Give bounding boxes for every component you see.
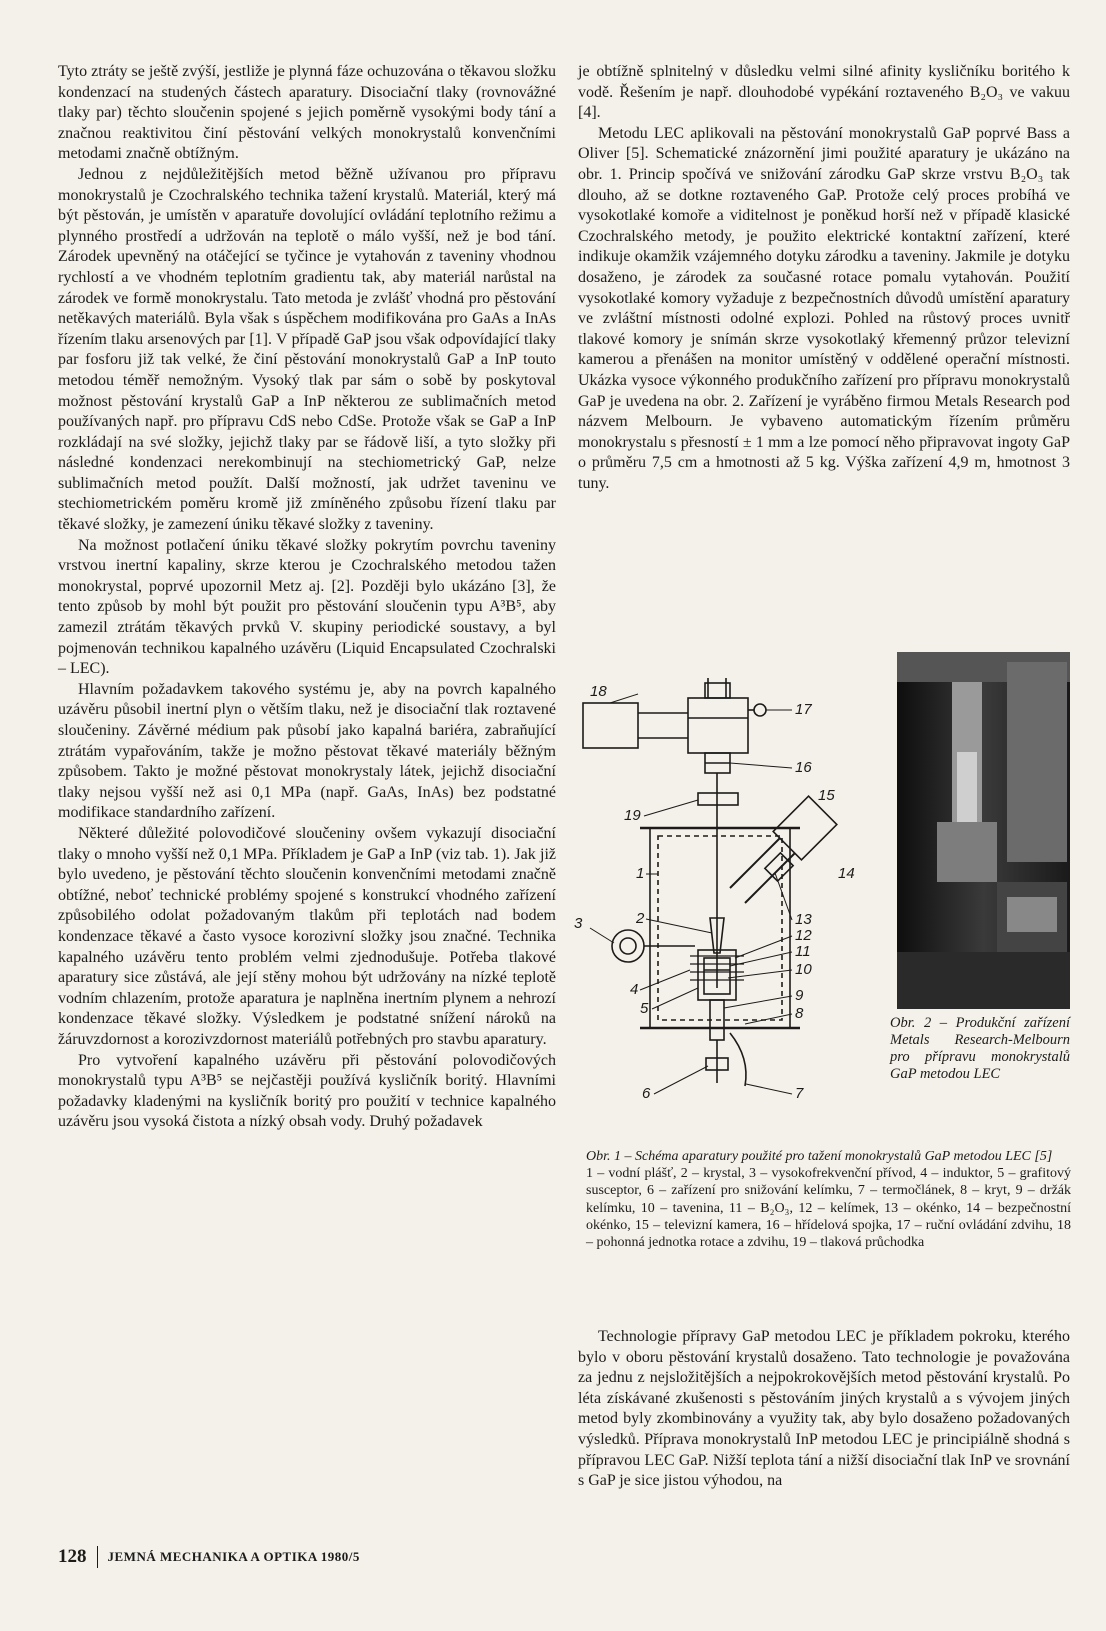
page-footer xyxy=(58,1546,360,1568)
figure-2-photo xyxy=(897,652,1070,1009)
figure-label: 18 xyxy=(590,683,607,700)
footer-divider xyxy=(97,1546,98,1568)
figure-label: 10 xyxy=(795,961,812,978)
figure-label: 5 xyxy=(640,1000,649,1017)
figure-label: 7 xyxy=(795,1085,804,1102)
paragraph: Jednou z nejdůležitějších metod běžně užívanou pro přípravu monokrystalů je Czochralského technika tažení krystalů. Materiál, který má být pěstován, je umístěn v aparatuře dovolující ovládání teplotního režimu a plynného prostředí a udržován na teplotě o málo vyšší, než je bod tání. Zárodek upevněný na otáčející se tyčince je vytahován z taveniny vhodnou rychlostí a ve vhodném teplotním gradientu tak, aby materiál narůstal na zárodek ve formě monokrystalu. Tato metoda je zvlášť vhodná pro pěstování netěkavých materiálů. Byla však s úspěchem modifikována pro GaAs a InAs řízením tlaku arsenových par [1]. V případě GaP jsou však odpovídající tlaky par fosforu již tak velké, že činí pěstování monokrystalů GaP a InP touto metodou téměř nemožným. Vysoký tlak par sám o sobě by poskytoval možnost pěstování krystalů GaP a InP některou ze sublimačních metod používaných např. pro přípravu CdS nebo CdSe. Protože však se GaP a InP rozkládají na své složky, jejichž tlaky par se řádově liší, a tyto složky při následné kondenzaci nerekombinují na stechiometrický GaP, nelze sublimačních metod použít. Další možností, jak udržet taveninu ve stechiometrickém poměru kromě již zmíněného způsobu řízení tlaku par těkavé složky, je zamezení úniku těkavé složky z taveniny. xyxy=(58,165,556,534)
journal-name: JEMNÁ MECHANIKA A OPTIKA 1980/5 xyxy=(107,1549,360,1564)
figure-2-caption: Obr. 2 – Produkční zařízení Metals Research-Melbourn pro přípravu monokrystalů GaP metodou LEC xyxy=(890,1015,1070,1082)
figure-1-schematic xyxy=(574,683,880,1138)
paragraph: Metodu LEC aplikovali na pěstování monokrystalů GaP poprvé Bass a Oliver [5]. Schematické znázornění jimi použité aparatury je ukázáno na obr. 1. Princip spočívá ve snižování zárodku GaP skrze vrstvu B₂O₃ tak dlouho, až se dotkne roztaveného GaP. Protože celý proces probíhá ve vysokotlaké komoře a viditelnost je poněkud horší než v případě klasické Czochralského metody, je použito elektrické kontaktní zařízení, které indikuje okamžik vzájemného dotyku zárodku a taveniny. Jakmile je dotyku dosaženo, je zárodek za současné rotace pomalu vytahován. Použití vysokotlaké komory vyžaduje z bezpečnostních důvodů umístění aparatury ve zvláštní místnosti odolné explozi. Pohled na růstový proces uvnitř tlakové komory je snímán skrze vysokotlaký křemenný průzor televizní kamerou a přenášen na monitor umístěný v oddělené operační místnosti. Ukázka vysoce výkonného produkčního zařízení pro přípravu monokrystalů GaP je uvedena na obr. 2. Zařízení je vyráběno firmou Metals Research pod názvem Melbourn. Je vybaveno automatickým řízením průměru monokrystalu s přesností ± 1 mm a lze pomocí něho připravovat ingoty GaP o průměru 7,5 cm a hmotnosti až 5 kg. Výška zařízení 4,9 m, hmotnost 3 tuny. xyxy=(578,124,1070,492)
figure-label: 19 xyxy=(624,807,641,824)
left-column xyxy=(58,62,556,1133)
paragraph: Některé důležité polovodičové sloučeniny ovšem vykazují disociační tlaky o mnoho vyšší než 0,1 MPa. Příkladem je GaP a InP (viz tab. 1). Jak již bylo uvedeno, je pěstování těchto sloučenin konvenčními metodami značně obtížné, neboť technické problémy spojené s konstrukcí vhodného zařízení způsobilého odolat požadovaným tlakům při teplotách nad bodem kondenzace těkavé a často vysoce korozivní složky jsou značné. Technika kapalného uzávěru tento problém velmi zjednodušuje. Potřeba tlakové aparatury sice zůstává, ale její stěny mohou být udržovány na nízké teplotě vodním chlazením, protože aparatura je naplněna inertním plynem a nehrozí kondenzace těkavé složky. Výsledkem je podstatné snížení nároků na žáruvzdornost a korozivzdornost materiálů potřebných pro stavbu aparatury. xyxy=(58,824,556,1048)
figure-label: 8 xyxy=(795,1005,804,1022)
figure-label: 9 xyxy=(795,987,804,1004)
figure-1-caption-body: 1 – vodní plášť, 2 – krystal, 3 – vysokofrekvenční přívod, 4 – induktor, 5 – grafitový susceptor, 6 – zařízení pro snižování kelímku, 7 – termočlánek, 8 – kryt, 9 – držák kelímku, 10 – tavenina, 11 – B₂O₃, 12 – kelímek, 13 – okénko, 14 – bezpečnostní okénko, 15 – televizní kamera, 16 – hřídelová spojka, 17 – ruční ovládání zdvihu, 18 – pohonná jednotka rotace a zdvihu, 19 – tlaková průchodka xyxy=(586,1166,1071,1251)
figure-label: 11 xyxy=(795,943,811,960)
page-number: 128 xyxy=(58,1546,87,1567)
paragraph: Pro vytvoření kapalného uzávěru při pěstování polovodičových monokrystalů typu A³B⁵ se nejčastěji používá kysličník boritý. Hlavními požadavky kladenými na kysličník boritý pro použití v technice kapalného uzávěru jsou vysoká čistota a nízký obsah vody. Druhý požadavek xyxy=(58,1051,556,1131)
figure-label: 3 xyxy=(574,915,583,932)
right-column xyxy=(578,62,1070,494)
figure-1-caption xyxy=(586,1148,1071,1251)
photo-illustration xyxy=(897,652,1070,1009)
paragraph: Hlavním požadavkem takového systému je, aby na povrch kapalného uzávěru působil inertní plyn o větším tlaku, než je disociační tlak roztavené sloučeniny. Závěrné médium pak působí jako kapalná bariéra, zabraňující ztrátám vypařováním, takže je možno pěstovat těkavé materiály běžným způsobem. Takto je možné pěstovat monokrystaly látek, jejichž disociační tlaky nejsou vyšší než asi 0,1 MPa (např. GaAs, InAs) bez podstatné modifikace standardního zařízení. xyxy=(58,680,556,822)
paragraph: je obtížně splnitelný v důsledku velmi silné afinity kysličníku boritého k vodě. Řešením je např. dlouhodobé vypékání roztaveného B₂O₃ ve vakuu [4]. xyxy=(578,63,1070,122)
paragraph: Tyto ztráty se ještě zvýší, jestliže je plynná fáze ochuzována o těkavou složku kondenzací na studených částech aparatury. Disociační tlaky (rovnovážné tlaky par) těchto sloučenin spojené s jejich poměrně vysokými body tání a značnou reaktivitou činí pěstování velkých monokrystalů konvenčními metodami značně obtížným. xyxy=(58,63,556,163)
paragraph: Na možnost potlačení úniku těkavé složky pokrytím povrchu taveniny vrstvou inertní kapaliny, skrze kterou je Czochralského metodou tažen monokrystal, poprvé upozornil Metz aj. [2]. Později bylo ukázáno [3], že tento způsob by mohl být použit pro pěstování sloučenin typu A³B⁵, aby zamezil ztrátám těkavých prvků V. skupiny periodické soustavy, a byl pojmenován technikou kapalného uzávěru (Liquid Encapsulated Czochralski – LEC). xyxy=(58,536,556,678)
figure-label: 6 xyxy=(642,1085,651,1102)
figure-label: 4 xyxy=(630,981,639,998)
figure-label: 17 xyxy=(795,701,812,718)
figure-label: 1 xyxy=(636,865,645,882)
figure-label: 13 xyxy=(795,911,812,928)
paragraph: Technologie přípravy GaP metodou LEC je příkladem pokroku, kterého bylo v oboru pěstování krystalů dosaženo. Tato technologie je považována za jednu z nejsložitějších a nejpokrokovějších metod pěstování krystalů. Po léta získávané zkušenosti s pěstováním jiných krystalů a s vývojem jiných metod byly zkombinovány a využity tak, aby bylo dosaženo požadovaných výsledků. Příprava monokrystalů InP metodou LEC je principiálně shodná s přípravou LEC GaP. Nižší teplota tání a nižší disociační tlak InP ve srovnání s GaP je sice jistou výhodou, na xyxy=(578,1328,1070,1490)
right-column-bottom xyxy=(578,1327,1070,1492)
figure-label: 16 xyxy=(795,759,812,776)
figure-label: 14 xyxy=(838,865,855,882)
figure-1-caption-title: Obr. 1 – Schéma aparatury použité pro tažení monokrystalů GaP metodou LEC [5] xyxy=(586,1149,1053,1164)
figure-label: 12 xyxy=(795,927,812,944)
figure-label: 15 xyxy=(818,787,835,804)
figure-label: 2 xyxy=(636,910,645,927)
